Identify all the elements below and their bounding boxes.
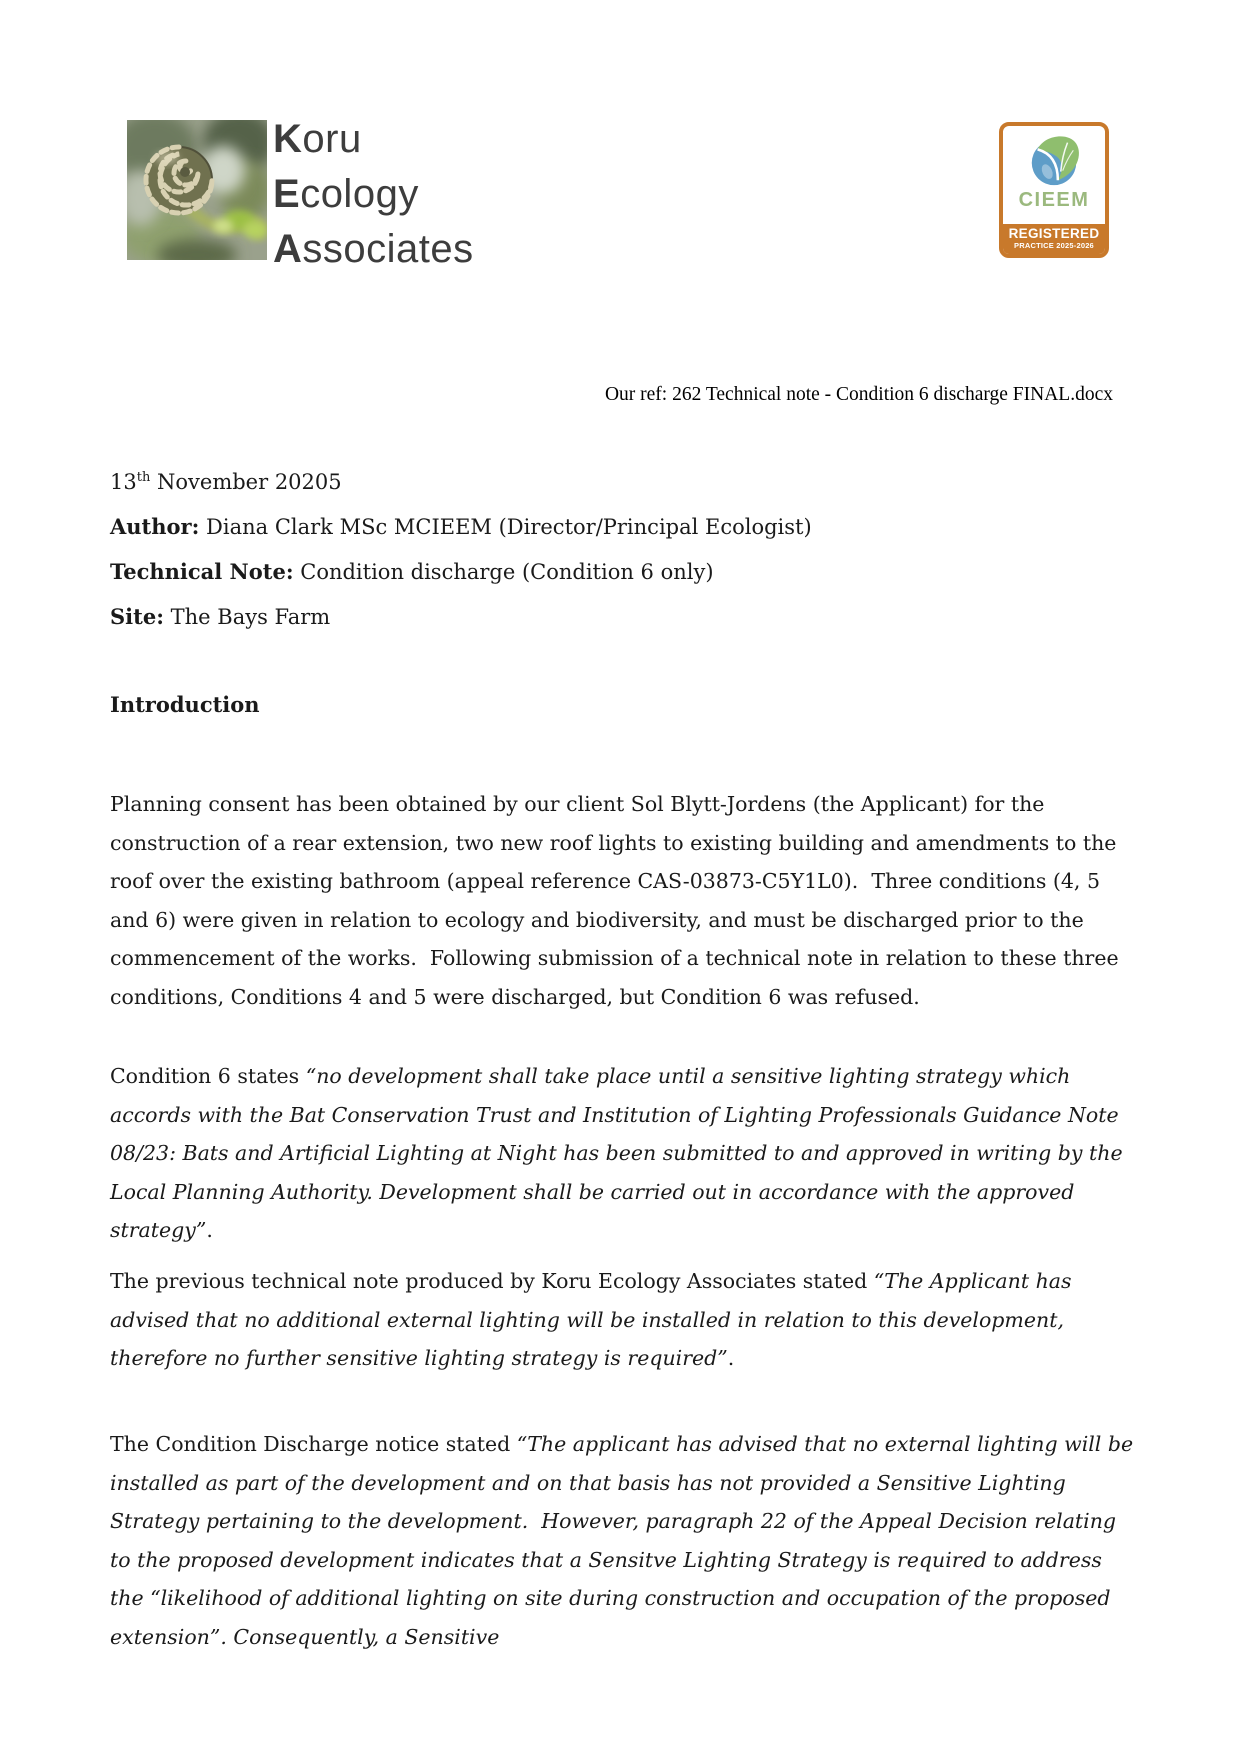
badge-practice-years: PRACTICE 2025-2026 [1014, 241, 1094, 250]
brand-line-associates: Associates [273, 227, 474, 271]
author-value: Diana Clark MSc MCIEEM (Director/Principal Ecologist) [199, 515, 812, 539]
technical-note-value: Condition discharge (Condition 6 only) [293, 560, 714, 584]
site-line [110, 602, 1140, 632]
cieem-leaf-drop-icon [1003, 126, 1105, 189]
paragraph-previous-note: The previous technical note produced by Koru Ecology Associates stated “The Applicant has advised that no additional external lighting will be installed in relation to this development, therefore no further sensitive lighting strategy is required”. [110, 1269, 1079, 1370]
badge-registered-label: REGISTERED [1008, 226, 1100, 241]
brand-line-ecology: Ecology [273, 172, 419, 216]
paragraph-planning-consent: Planning consent has been obtained by our client Sol Blytt-Jordens (the Applicant) for the construction of a rear extension, two new roof lights to existing building and amendments to the roof over the existing bathroom (appeal reference CAS-03873-C5Y1L0). Three conditions (4, 5 and 6) were given in relation to ecology and biodiversity, and must be discharged prior to the commencement of the works. Following submission of a technical note in relation to these three conditions, Conditions 4 and 5 were discharged, but Condition 6 was refused. [110, 792, 1126, 1009]
our-ref-line: Our ref: 262 Technical note - Condition 6 discharge FINAL.docx [604, 384, 1113, 405]
author-line [110, 512, 1140, 542]
date-line: 13th November 20205 [110, 470, 342, 494]
site-label: Site: [110, 604, 164, 629]
brand-line-koru: Koru [273, 117, 362, 161]
site-value: The Bays Farm [163, 605, 331, 629]
previous-note-quote: “The Applicant has advised that no additional external lighting will be installed in relation to this development, therefore no further sensitive lighting strategy is required” [110, 1269, 1079, 1370]
paragraph-discharge-notice: The Condition Discharge notice stated “The applicant has advised that no external lighting will be installed as part of the development and on that basis has not provided a Sensitive Lighting Strategy pertaining to the development. However, paragraph 22 of the Appeal Decision relating to the proposed development indicates that a Sensitve Lighting Strategy is required to address the “likelihood of additional lighting on site during construction and occupation of the proposed extension”. Consequently, a Sensitive [110, 1432, 1140, 1649]
discharge-notice-quote: “The applicant has advised that no external lighting will be installed as part of the development and on that basis has not provided a Sensitive Lighting Strategy pertaining to the development. However, paragraph 22 of the Appeal Decision relating to the proposed development indicates that a Sensitve Lighting Strategy is required to address the “likelihood of additional lighting on site during construction and occupation of the proposed extension”. Consequently, a Sensitive [110, 1432, 1140, 1649]
date-ordinal-suffix: th [136, 470, 151, 485]
brand-wordmark [273, 112, 474, 277]
condition-6-quote: “no development shall take place until a sensitive lighting strategy which accords with the Bat Conservation Trust and Institution of Lighting Professionals Guidance Note 08/23: Bats and Artificial Lighting at Night has been submitted to and approved in writing by the Local Planning Authority. Development shall be carried out in accordance with the approved strategy” [110, 1064, 1130, 1242]
fern-koru-photo [127, 120, 267, 260]
author-label: Author: [110, 514, 200, 539]
technical-note-label: Technical Note: [110, 559, 294, 584]
introduction-heading: Introduction [110, 692, 260, 717]
badge-registered-band [1003, 224, 1105, 254]
technical-note-line [110, 557, 1140, 587]
paragraph-condition-6: Condition 6 states “no development shall take place until a sensitive lighting strategy which accords with the Bat Conservation Trust and Institution of Lighting Professionals Guidance Note 08/23: Bats and Artificial Lighting at Night has been submitted to and approved in writing by the Local Planning Authority. Development shall be carried out in accordance with the approved strategy”. [110, 1064, 1130, 1242]
badge-org-name: CIEEM [1018, 189, 1090, 211]
cieem-registered-practice-badge [999, 122, 1109, 258]
